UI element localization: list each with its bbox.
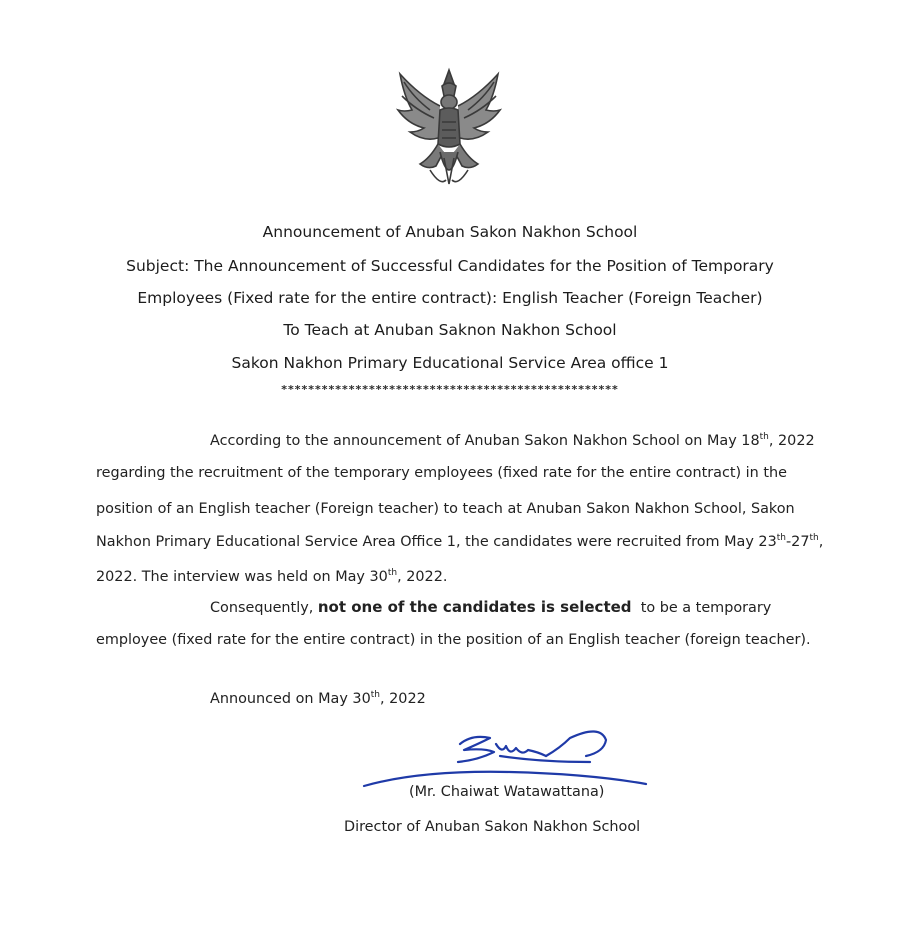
announced-date: Announced on May 30th, 2022	[210, 690, 426, 707]
paragraph-2-line-1: Consequently, not one of the candidates is selected to be a temporary	[210, 598, 772, 616]
paragraph-2-line-2: employee (fixed rate for the entire contract) in the position of an English teacher (foreign teacher).	[96, 632, 811, 648]
paragraph-1-line-1: According to the announcement of Anuban Sakon Nakhon School on May 18th, 2022	[210, 432, 815, 449]
paragraph-1-line-3: position of an English teacher (Foreign teacher) to teach at Anuban Sakon Nakhon School, Sakon	[96, 501, 795, 517]
subject-line-1: Subject: The Announcement of Successful Candidates for the Position of Temporary	[126, 257, 774, 275]
subject-line-4: Sakon Nakhon Primary Educational Service Area office 1	[231, 354, 669, 372]
emphasis-not-selected: not one of the candidates is selected	[317, 598, 632, 616]
signatory-name: (Mr. Chaiwat Watawattana)	[409, 784, 605, 800]
handwritten-signature	[360, 722, 650, 792]
paragraph-1-line-2: regarding the recruitment of the temporary employees (fixed rate for the entire contract) in the	[96, 465, 787, 481]
signatory-title: Director of Anuban Sakon Nakhon School	[344, 819, 641, 835]
subject-line-3: To Teach at Anuban Saknon Nakhon School	[283, 321, 617, 339]
announcement-heading: Announcement of Anuban Sakon Nakhon School	[262, 223, 638, 241]
paragraph-1-line-4: Nakhon Primary Educational Service Area Office 1, the candidates were recruited from May 23th-27th,	[96, 533, 824, 550]
garuda-emblem-icon	[390, 66, 508, 190]
subject-line-2: Employees (Fixed rate for the entire contract): English Teacher (Foreign Teacher)	[137, 289, 763, 307]
paragraph-1-line-5: 2022. The interview was held on May 30th, 2022.	[96, 568, 448, 585]
separator-stars: **************************************************	[281, 383, 619, 396]
